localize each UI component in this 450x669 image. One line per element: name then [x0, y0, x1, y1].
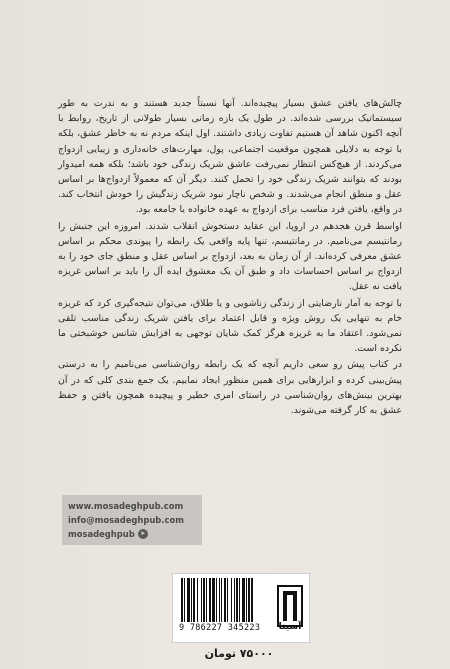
- barcode-bar: [184, 578, 185, 622]
- barcode-bar: [206, 578, 207, 622]
- paragraph-1: چالش‌های یافتن عشق بسیار پیچیده‌اند. آنها نسبتاً جدید هستند و به ندرت به طور سیستماتیک بررسی شده‌اند. در طول یک بازه زمانی بسیار طولانی از تاریخ، روابط با آنچه اکنون شاهد آن هستیم تفاوت زیادی داشتند. اول اینکه مردم نه به خاطر عشق، بلکه با توجه به دلایلی همچون موقعیت اجتماعی، پول، مهارت‌های خانه‌داری و زیبایی ازدواج می‌کردند. از هیچ‌کس انتظار نمی‌رفت عاشق شریک زندگی خود باشد؛ بلکه همه امیدوار بودند که بتوانند شریک زندگی خود را تحمل کنند. دیگر آن که معمولاً ازدواج‌ها بر اساس عقل و منطق انجام می‌شدند. و شخص ناچار نبود شریک زندگیش را خودش انتخاب کند. در واقع، یافتن فرد مناسب برای ازدواج به عهده خانواده یا جامعه بود.: [58, 98, 402, 216]
- telegram-row: [68, 527, 196, 541]
- paragraph-4: در کتاب پیش رو سعی داریم آنچه که یک رابطه روان‌شناسی می‌نامیم را به درستی پیش‌بینی کرده و ابزارهایی برای همین منظور ایجاد نماییم. یک جمع بندی کلی که در آن بهترین بینش‌های روان‌شناسی در راستای امری خطیر و پیچیده همچون یافتن و حفظ عشق به کار گرفته می‌شوند.: [58, 359, 402, 417]
- publisher-logo-text: آسینا: [278, 622, 302, 632]
- paragraph-2: اواسط قرن هجدهم در اروپا، این عقاید دستخوش انقلاب شدند. امروزه این جنبش را رمانتیسم می‌نامیم. در رمانتیسم، تنها پایه واقعی یک رابطه را پیوندی محکم بر اساس عشق معرفی کرده‌اند. از آن زمان به بعد، ازدواج بر اساس عقل و منطق جای خود را به ازدواج بر اساس احساسات داد و طبق آن یک معشوق ایده آل را باید بر اساس غریزه یافت نه عقل.: [58, 220, 402, 293]
- publisher-contact-box: [62, 495, 202, 545]
- barcode-bar: [246, 578, 247, 622]
- website-row: [68, 499, 196, 513]
- barcode-bar: [191, 578, 192, 622]
- barcode-bar: [231, 578, 232, 622]
- barcode-bar: [203, 578, 205, 622]
- barcode-bar: [239, 578, 240, 622]
- barcode-bar: [209, 578, 211, 622]
- barcode-bar: [221, 578, 222, 622]
- price-label: ۷۵۰۰۰ تومان: [204, 647, 274, 660]
- barcode-area: [172, 573, 310, 643]
- barcode-bar: [251, 578, 253, 622]
- barcode-bar: [234, 578, 235, 622]
- telegram-handle: mosadeghpub: [68, 529, 135, 539]
- email-text: info@mosadeghpub.com: [68, 515, 184, 525]
- website-text: www.mosadeghpub.com: [68, 501, 184, 511]
- barcode-bar: [242, 578, 245, 622]
- barcode: [181, 578, 273, 622]
- barcode-bar: [227, 578, 228, 622]
- barcode-bar: [212, 578, 215, 622]
- barcode-bar: [248, 578, 250, 622]
- barcode-bar: [197, 578, 198, 622]
- email-row: [68, 513, 196, 527]
- barcode-bar: [193, 578, 195, 622]
- barcode-bar: [236, 578, 238, 622]
- paragraph-3: با توجه به آمار نارضایتی از زندگی زناشویی و یا طلاق، می‌توان نتیجه‌گیری کرد که غریزه خام به تنهایی یک روش ویژه و قابل اعتماد برای یافتن شریک زندگی مناسب تلقی نمی‌شود. اعتقاد ما به غریزه هرگز کمک شایان توجهی به افزایش شانس خوشبختی ما نکرده است.: [58, 297, 402, 355]
- isbn-number: 9 786227 345223: [179, 623, 261, 633]
- back-cover-text: [58, 96, 402, 419]
- barcode-bar: [224, 578, 226, 622]
- barcode-bar: [216, 578, 217, 622]
- telegram-icon: ➤: [138, 529, 148, 539]
- barcode-bar: [181, 578, 183, 622]
- barcode-bar: [219, 578, 220, 622]
- barcode-bar: [201, 578, 202, 622]
- barcode-bar: [187, 578, 190, 622]
